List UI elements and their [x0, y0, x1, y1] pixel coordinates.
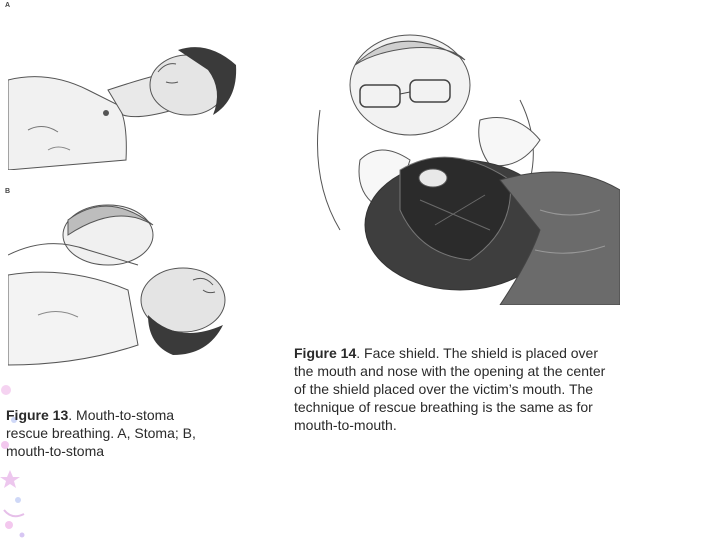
stoma-illustration-b — [8, 195, 240, 375]
caption-line: mouth-to-stoma — [6, 443, 105, 459]
caption-line: . Mouth-to-stoma — [68, 407, 175, 423]
stoma-illustration-a — [8, 20, 240, 170]
caption-line: of the shield placed over the victim’s mouth. The — [294, 381, 594, 397]
figure-14-label: Figure 14 — [294, 345, 357, 361]
panel-b-label: B — [5, 188, 11, 195]
face-shield-illustration — [300, 30, 620, 305]
panel-a-label: A — [5, 2, 11, 9]
figure-13-label: Figure 13 — [6, 407, 69, 423]
figure-14-caption — [294, 344, 714, 434]
caption-line: mouth-to-mouth. — [294, 417, 397, 433]
caption-line: rescue breathing. A, Stoma; B, — [6, 425, 196, 441]
caption-line: . Face shield. The shield is placed over — [356, 345, 599, 361]
caption-line: the mouth and nose with the opening at the center — [294, 363, 606, 379]
caption-line: technique of rescue breathing is the same as for — [294, 399, 593, 415]
figure-13-caption — [6, 406, 256, 460]
